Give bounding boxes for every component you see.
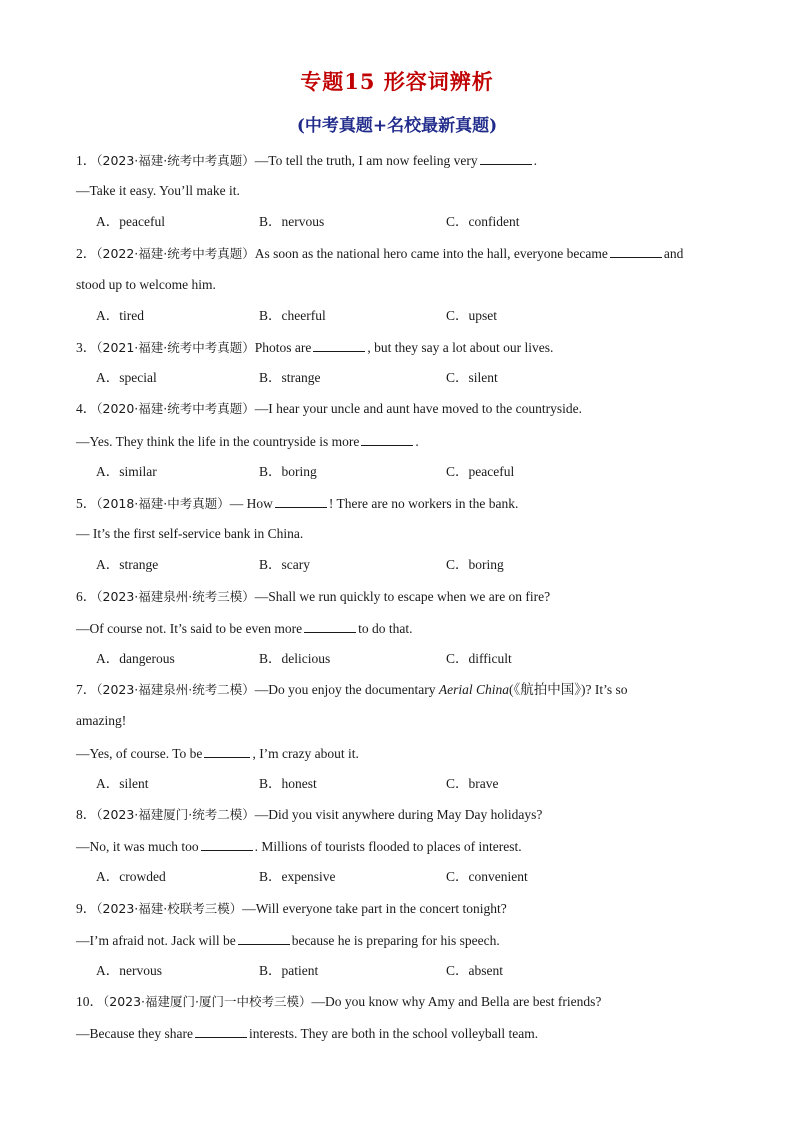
- answer-blank: [201, 837, 253, 851]
- question-text: As soon as the national hero came into the hall, everyone became: [254, 246, 608, 261]
- question-text: —I hear your uncle and aunt have moved to the countryside.: [254, 401, 583, 416]
- documentary-title: Aerial China: [438, 682, 509, 697]
- option-b: B．boring: [259, 464, 317, 479]
- option-c: C．silent: [446, 370, 498, 385]
- answer-blank: [238, 931, 290, 945]
- question-3: 3．（2021·福建·统考中考真题）Photos are , but they say a lot about our lives.: [76, 340, 554, 355]
- question-text: Photos are: [254, 340, 312, 355]
- option-a: A．special: [96, 370, 157, 385]
- question-number: 1．: [76, 153, 97, 168]
- question-4: [76, 400, 724, 418]
- option-a: A．nervous: [96, 963, 162, 978]
- option-c: C．difficult: [446, 651, 512, 666]
- question-source: （2023·福建厦门·统考二模）: [96, 807, 255, 822]
- option-c: C．upset: [446, 308, 498, 323]
- answer-blank: [610, 244, 662, 258]
- question-text: — How: [229, 496, 273, 511]
- question-line: —I’m afraid not. Jack will be because he is preparing for his speech.: [76, 933, 500, 948]
- page-subtitle: (中考真题+名校最新真题): [296, 116, 498, 136]
- question-8: [76, 806, 724, 824]
- question-5: 5．（2018·福建·中考真题）— How ! There are no workers in the bank.: [76, 496, 519, 511]
- question-source: （2023·福建厦门·厦门一中校考三模）: [103, 994, 312, 1009]
- question-6: [76, 588, 724, 606]
- option-c: C．peaceful: [446, 464, 515, 479]
- question-line: stood up to welcome him.: [76, 277, 216, 292]
- answer-blank: [195, 1024, 247, 1038]
- option-b: B．delicious: [259, 651, 331, 666]
- option-b: B．patient: [259, 963, 319, 978]
- option-c: C．convenient: [446, 869, 528, 884]
- question-line: — It’s the first self-service bank in China.: [76, 526, 304, 541]
- question-source: （2023·福建泉州·统考二模）: [96, 682, 255, 697]
- question-number: 8．: [76, 807, 97, 822]
- question-source: （2023·福建·校联考三模）: [96, 901, 243, 916]
- option-c: C．absent: [446, 963, 503, 978]
- question-text: —Shall we run quickly to escape when we are on fire?: [254, 589, 551, 604]
- question-line: —Because they share interests. They are both in the school volleyball team.: [76, 1026, 539, 1041]
- question-line: —Take it easy. You’ll make it.: [76, 183, 240, 198]
- question-number: 9．: [76, 901, 97, 916]
- question-line: —Yes. They think the life in the countryside is more .: [76, 434, 419, 449]
- option-b: B．cheerful: [259, 308, 326, 323]
- question-number: 3．: [76, 340, 97, 355]
- question-text: —Do you know why Amy and Bella are best friends?: [311, 994, 602, 1009]
- question-text: —Did you visit anywhere during May Day holidays?: [254, 807, 543, 822]
- answer-blank: [480, 151, 532, 165]
- question-number: 6．: [76, 589, 97, 604]
- option-b: B．strange: [259, 370, 321, 385]
- option-c: C．brave: [446, 776, 499, 791]
- option-a: A．dangerous: [96, 651, 175, 666]
- question-number: 5．: [76, 496, 97, 511]
- option-a: A．similar: [96, 464, 157, 479]
- question-1: 1．（2023·福建·统考中考真题）—To tell the truth, I am now feeling very .: [76, 153, 538, 168]
- answer-blank: [275, 494, 327, 508]
- question-text: —Will everyone take part in the concert tonight?: [242, 901, 507, 916]
- question-source: （2021·福建·统考中考真题）: [96, 340, 255, 355]
- option-a: A．silent: [96, 776, 149, 791]
- option-c: C．confident: [446, 214, 520, 229]
- answer-blank: [361, 432, 413, 446]
- question-line: —No, it was much too . Millions of tourists flooded to places of interest.: [76, 839, 522, 854]
- question-7: 7．（2023·福建泉州·统考二模）—Do you enjoy the documentary Aerial China(《航拍中国》)? It’s so: [76, 682, 628, 697]
- option-c: C．boring: [446, 557, 504, 572]
- question-number: 4．: [76, 401, 97, 416]
- question-text: —To tell the truth, I am now feeling very: [254, 153, 478, 168]
- answer-blank: [204, 744, 250, 758]
- answer-blank: [304, 619, 356, 633]
- question-line: amazing!: [76, 713, 127, 728]
- question-source: （2020·福建·统考中考真题）: [96, 401, 255, 416]
- question-source: （2023·福建泉州·统考三模）: [96, 589, 255, 604]
- option-a: A．strange: [96, 557, 159, 572]
- option-a: A．tired: [96, 308, 144, 323]
- question-line: —Yes, of course. To be , I’m crazy about it.: [76, 746, 359, 761]
- question-2: 2．（2022·福建·统考中考真题）As soon as the national hero came into the hall, everyone became and: [76, 246, 684, 261]
- question-10: [76, 993, 724, 1011]
- question-line: —Of course not. It’s said to be even more to do that.: [76, 621, 413, 636]
- question-source: （2018·福建·中考真题）: [96, 496, 230, 511]
- page-title: 专题15 形容词辨析: [300, 69, 494, 94]
- question-source: （2023·福建·统考中考真题）: [96, 153, 255, 168]
- answer-blank: [313, 338, 365, 352]
- option-b: B．expensive: [259, 869, 336, 884]
- option-b: B．honest: [259, 776, 317, 791]
- question-text: —Do you enjoy the documentary: [254, 682, 436, 697]
- question-source: （2022·福建·统考中考真题）: [96, 246, 255, 261]
- option-a: A．peaceful: [96, 214, 165, 229]
- option-a: A．crowded: [96, 869, 166, 884]
- question-number: 10．: [76, 994, 103, 1009]
- option-b: B．scary: [259, 557, 310, 572]
- option-b: B．nervous: [259, 214, 325, 229]
- question-number: 2．: [76, 246, 97, 261]
- question-number: 7．: [76, 682, 97, 697]
- question-9: [76, 900, 724, 918]
